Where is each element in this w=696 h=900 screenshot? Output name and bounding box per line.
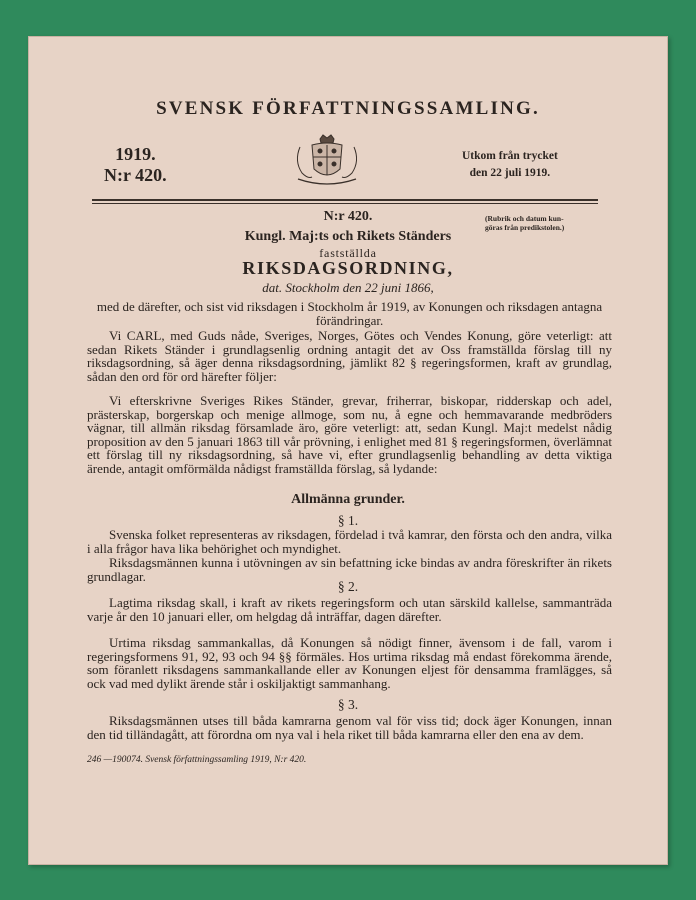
issue-number: N:r 420. bbox=[104, 165, 167, 185]
faststallda-line: fastställda bbox=[319, 246, 377, 260]
paragraph-number-3: § 3. bbox=[337, 697, 359, 712]
section-1-paragraph-2: Riksdagsmännen kunna i utövningen av sin befattning icke bindas av andra föreskrifter än rikets grundlagar. bbox=[87, 555, 612, 584]
issue-year: 1919. bbox=[115, 144, 156, 164]
paragraph-number-2: § 2. bbox=[337, 579, 359, 594]
masthead-title: SVENSK FÖRFATTNINGSSAMLING. bbox=[156, 98, 540, 119]
header-rule-thin bbox=[92, 203, 598, 204]
rubrik-note-line-1: (Rubrik och datum kun- bbox=[485, 214, 564, 223]
rubrik-note-line-2: göras från predikstolen.) bbox=[485, 223, 565, 232]
issuer-line: Kungl. Maj:ts och Rikets Ständers bbox=[244, 229, 452, 244]
issue-year-number bbox=[104, 144, 167, 186]
utkom-line-2: den 22 juli 1919. bbox=[469, 167, 551, 179]
section-3-paragraph-1: Riksdagsmännen utses till båda kamrarna genom val för viss tid; dock äger Konungen, innan den tid tilländagått, att förordna om nya val i hela riket till båda kamrarna eller den ena av dem. bbox=[87, 713, 612, 742]
printer-footer: 246 —190074. Svensk författningssamling 1919, N:r 420. bbox=[87, 755, 307, 765]
preamble-paragraph-1: Vi CARL, med Guds nåde, Sveriges, Norges, Götes och Vendes Konung, göre veterligt: att sedan Rikets Ständer i grundlagsenlig ordning antagit det av Oss framställda förslag till ny riksdagsordning, så äger denna riksdagsordning, jämlikt 82 § regeringsformen, kraft av grundlag, sådan den ord för ord härefter följer: bbox=[87, 328, 612, 384]
section-2-paragraph-1: Lagtima riksdag skall, i kraft av rikets regeringsform och utan särskild kallelse, sammanträda varje år den 10 januari eller, om helgdag då inträffar, dagen därefter. bbox=[87, 595, 612, 624]
document-number: N:r 420. bbox=[323, 209, 373, 224]
section-1-paragraph-1: Svenska folket representeras av riksdagen, fördelad i två kamrar, den första och den andra, vilka i alla frågor hava lika behörighet och myndighet. bbox=[87, 527, 612, 556]
coat-of-arms-icon bbox=[290, 133, 364, 189]
paragraph-number-1: § 1. bbox=[337, 513, 359, 528]
header-rule-thick bbox=[92, 199, 598, 201]
section-heading: Allmänna grunder. bbox=[291, 492, 405, 507]
section-2-paragraph-2: Urtima riksdag sammankallas, då Konungen så nödigt finner, ävensom i de fall, varom i regeringsformens 91, 92, 93 och 94 §§ förmäles. Hos urtima riksdag må endast förekomma ärende, som föranlett riksdagens sammankallande eller av Konungen eljest för densamma framlägges, så ock vad med dylikt ärende står i oskiljaktigt sammanhang. bbox=[87, 635, 612, 691]
preamble-paragraph-2: Vi efterskrivne Sveriges Rikes Ständer, grevar, friherrar, biskopar, ridderskap och adel, prästerskap, borgerskap och menige allmoge, som nu, å egne och hemmavarande medbröders vägnar, till allmän riksdag församlade äro, göre veterligt: att, sedan Kungl. Maj:t medelst nådig proposition av den 5 januari 1863 till vår prövning, i enlighet med 81 § regeringsformen, överlämnat ett förslag till ny riksdagsordning, så have vi, efter grundlagsenlig behandling av detta viktiga ärende, antagit omförmälda nådigst framställda förslag, så lydande: bbox=[87, 393, 612, 476]
publication-date-note bbox=[462, 148, 558, 182]
document-page bbox=[28, 36, 668, 865]
document-title: RIKSDAGSORDNING, bbox=[242, 258, 454, 278]
document-date: dat. Stockholm den 22 juni 1866, bbox=[262, 280, 434, 295]
intro-paragraph: med de därefter, och sist vid riksdagen i Stockholm år 1919, av Konungen och riksdagen antagna förändringar. bbox=[96, 299, 603, 328]
utkom-line-1: Utkom från trycket bbox=[462, 150, 558, 162]
